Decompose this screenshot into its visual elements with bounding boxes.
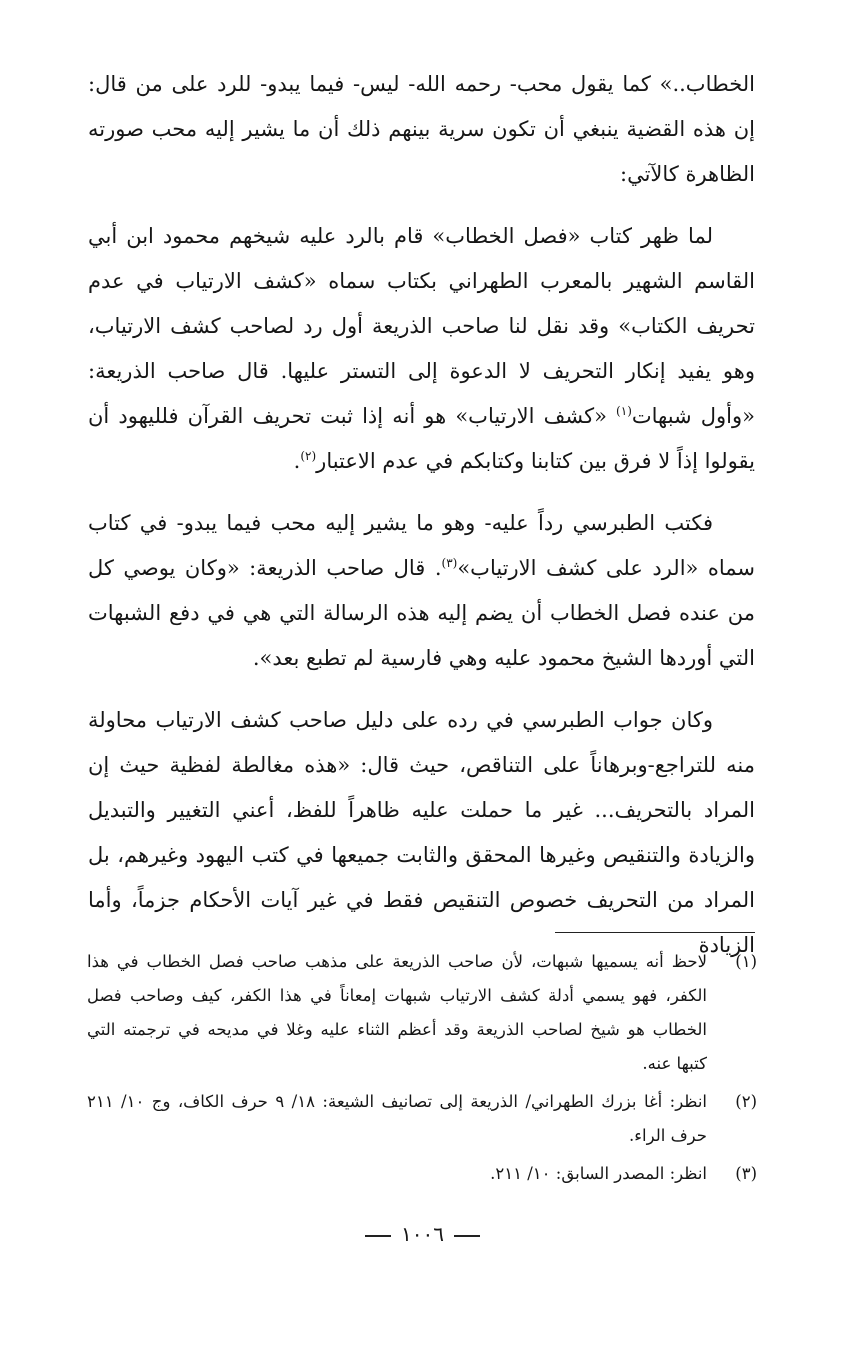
- footnotes: [87, 945, 757, 1195]
- paragraph-2-text-b: «كشف الارتياب» هو أنه إذا ثبت تحريف القرآن فلليهود أن يقولوا إذاً لا فرق بين كتابنا وكتابكم في عدم الاعتبار: [88, 404, 755, 473]
- footnote-3-text: انظر: المصدر السابق: ١٠/ ٢١١.: [490, 1164, 707, 1183]
- paragraph-3-text: فكتب الطبرسي رداً عليه- وهو ما يشير إليه محب فيما يبدو- في كتاب سماه «الرد على كشف الارتياب»: [88, 511, 755, 580]
- paragraph-1-text: الخطاب..» كما يقول محب- رحمه الله- ليس- فيما يبدو- للرد على من قال: إن هذه القضية ينبغي أن تكون سرية بينهم ذلك أن ما يشير إليه محب صورته الظاهرة كالآتي:: [88, 72, 755, 186]
- footnote-1-text: لاحظ أنه يسميها شبهات، لأن صاحب الذريعة على مذهب صاحب فصل الخطاب في هذا الكفر، فهو يسمي أدلة كشف الارتياب شبهات إمعاناً في هذا الكفر، كيف وصاحب فصل الخطاب هو شيخ لصاحب الذريعة وقد أعظم الثناء عليه وغلا في مديحه في ترجمته التي كتبها عنه.: [87, 952, 707, 1073]
- paragraph-2-text: لما ظهر كتاب «فصل الخطاب» قام بالرد عليه شيخهم محمود ابن أبي القاسم الشهير بالمعرب الطهراني بكتاب سماه «كشف الارتياب في عدم تحريف الكتاب» وقد نقل لنا صاحب الذريعة أول رد لصاحب كشف الارتياب، وهو يفيد إنكار التحريف لا الدعوة إلى التستر عليها. قال صاحب الذريعة: «وأول شبهات: [88, 224, 755, 428]
- page-number-text: ١٠٠٦: [401, 1222, 444, 1246]
- main-text: [88, 62, 755, 968]
- paragraph-1: [88, 62, 755, 197]
- footnote-ref-3[interactable]: (٣): [441, 556, 458, 570]
- page-number-dash-left: [365, 1235, 391, 1237]
- paragraph-3-text-b: . قال صاحب الذريعة: «وكان يوصي كل من عنده فصل الخطاب أن يضم إليه هذه الرسالة التي هي في دفع الشبهات التي أوردها الشيخ محمود عليه وهي فارسية لم تطبع بعد».: [88, 556, 755, 670]
- paragraph-2: [88, 214, 755, 484]
- footnote-ref-2[interactable]: (٢): [300, 449, 317, 463]
- footnote-2-text: انظر: أغا بزرك الطهراني/ الذريعة إلى تصانيف الشيعة: ١٨/ ٩ حرف الكاف، وج ١٠/ ٢١١ حرف الراء.: [87, 1092, 708, 1145]
- footnote-1-number: (١): [735, 952, 757, 971]
- page-number-dash-right: [454, 1235, 480, 1237]
- footnote-2: [87, 1085, 757, 1153]
- footnote-divider: [555, 932, 755, 933]
- paragraph-4-text: وكان جواب الطبرسي في رده على دليل صاحب كشف الارتياب محاولة منه للتراجع-وبرهاناً على التناقص، حيث قال: «هذه مغالطة لفظية حيث إن المراد بالتحريف... غير ما حملت عليه ظاهراً للفظ، أعني التغيير والتبديل والزيادة والتنقيص وغيرها المحقق والثابت جميعها في كتب اليهود وغيرهم، بل المراد من التحريف خصوص التنقيص فقط في غير آيات الأحكام جزماً، وأما الزيادة: [88, 708, 755, 957]
- footnote-3-number: (٣): [735, 1164, 757, 1183]
- page-number: [0, 1222, 845, 1246]
- footnote-ref-1[interactable]: (١): [616, 404, 632, 418]
- paragraph-3: [88, 501, 755, 681]
- footnote-3: [87, 1157, 757, 1191]
- footnote-2-number: (٢): [735, 1092, 757, 1111]
- footnote-1: [87, 945, 757, 1081]
- paragraph-2-text-c: .: [293, 449, 301, 473]
- paragraph-4: [88, 698, 755, 968]
